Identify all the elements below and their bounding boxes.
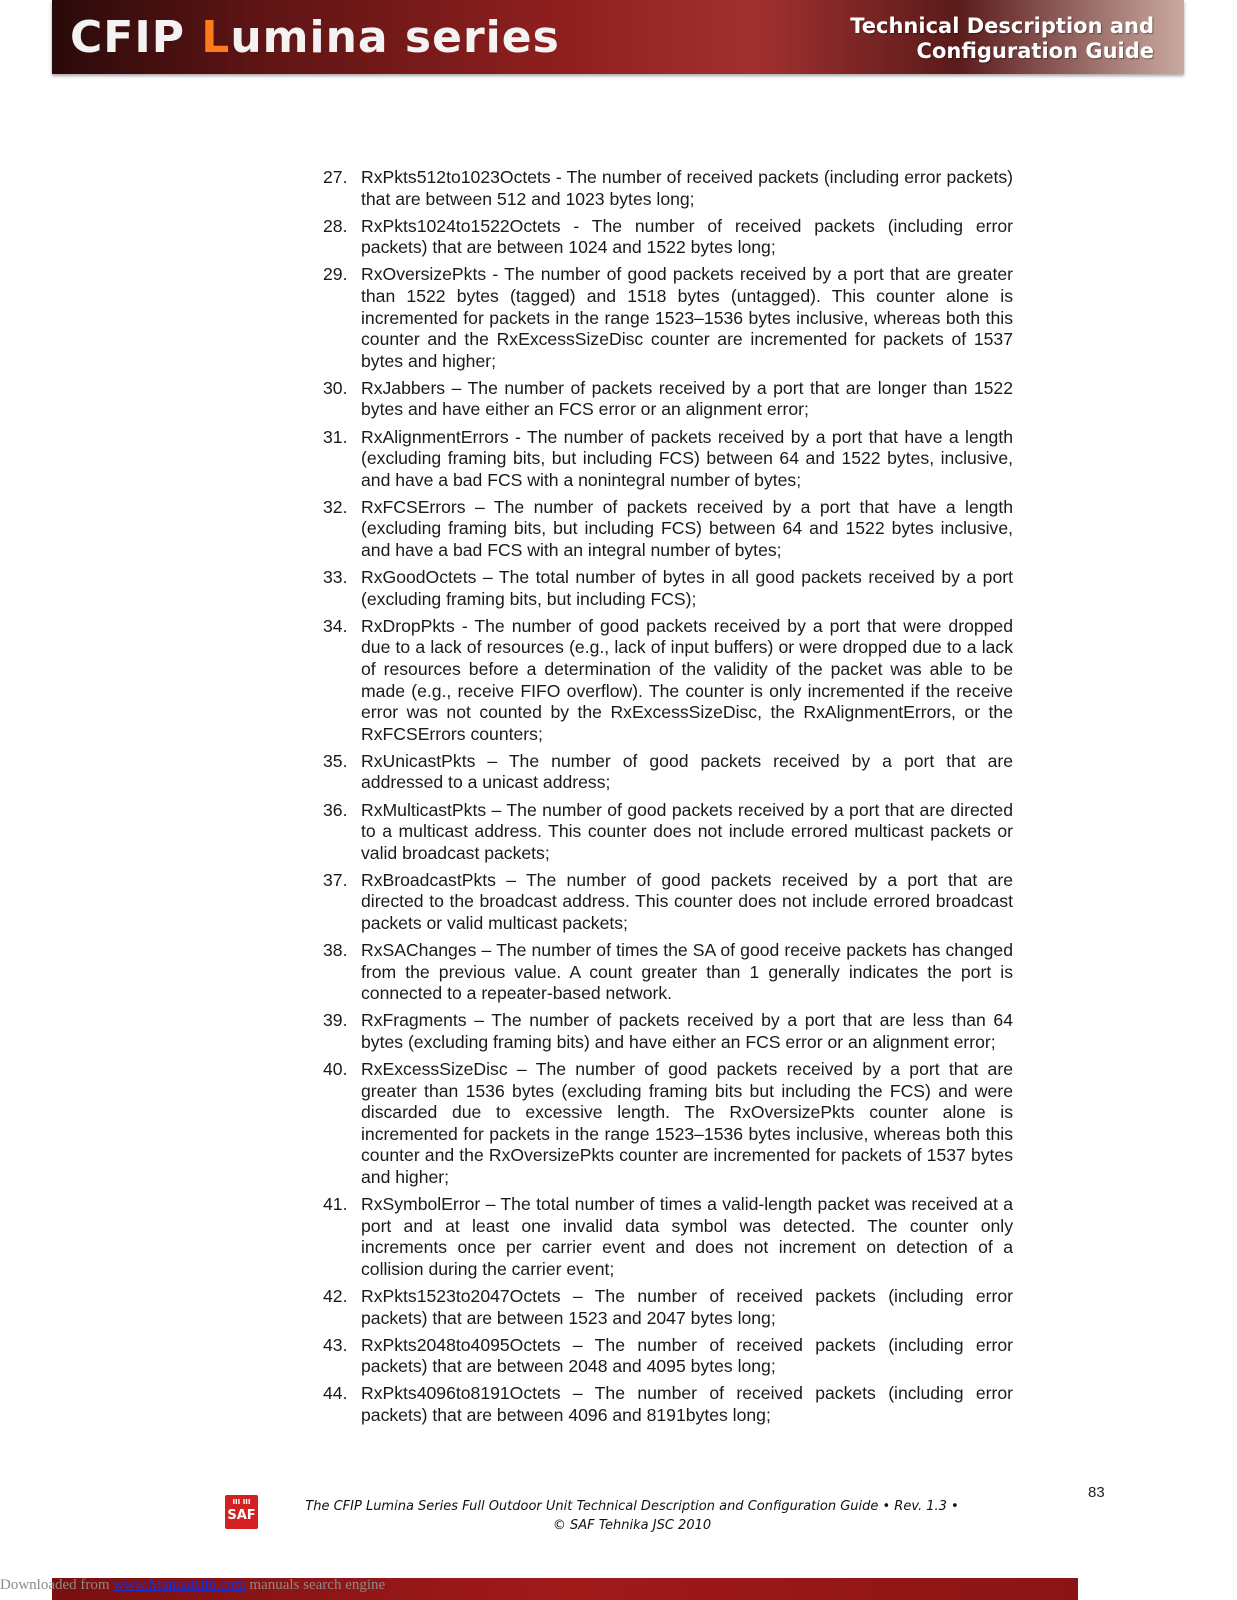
- saf-logo-text: SAF: [227, 1508, 256, 1523]
- list-item-text: RxUnicastPkts – The number of good packets received by a port that are addressed to a unicast address;: [361, 750, 1013, 793]
- download-note-prefix: Downloaded from: [0, 1577, 114, 1593]
- list-item-number: 43.: [323, 1334, 348, 1355]
- list-item: [323, 1286, 1013, 1329]
- list-item: [323, 1010, 1013, 1053]
- list-item-number: 38.: [323, 940, 348, 961]
- list-item-text: RxBroadcastPkts – The number of good packets received by a port that are directed to the broadcast address. This counter does not include errored broadcast packets or valid multicast packets;: [361, 869, 1013, 933]
- list-item: [323, 940, 1013, 1005]
- list-item-text: RxAlignmentErrors - The number of packets received by a port that have a length (excluding framing bits, but including FCS) between 64 and 1522 bytes, inclusive, and have a bad FCS with a nonintegral number of bytes;: [361, 426, 1013, 490]
- list-item-number: 33.: [323, 567, 348, 588]
- list-item-number: 37.: [323, 869, 348, 890]
- list-item: [323, 1383, 1013, 1426]
- list-item: [323, 751, 1013, 794]
- footer-line1: The CFIP Lumina Series Full Outdoor Unit Technical Description and Configuration Guide • Rev. 1.3 •: [305, 1499, 959, 1514]
- list-item: [323, 800, 1013, 865]
- list-item-number: 40.: [323, 1059, 348, 1080]
- list-item-text: RxFragments – The number of packets received by a port that are less than 64 bytes (excluding framing bits) and have either an FCS error or an alignment error;: [361, 1010, 1013, 1052]
- list-item-number: 29.: [323, 264, 348, 285]
- list-item-number: 35.: [323, 750, 348, 771]
- logo-rest: umina series: [230, 12, 560, 63]
- list-item: [323, 1335, 1013, 1378]
- manualslib-link[interactable]: www.Manualslib.com: [113, 1577, 246, 1593]
- list-item-text: RxFCSErrors – The number of packets received by a port that have a length (excluding framing bits, but including FCS) between 64 and 1522 bytes inclusive, and have a bad FCS with an integral number of bytes;: [361, 496, 1013, 560]
- list-item: [323, 870, 1013, 935]
- list-item-text: RxExcessSizeDisc – The number of good packets received by a port that are greater than 1536 bytes (excluding framing bits but including the FCS) and were discarded due to excessive length. The RxOversizePkts counter alone is incremented for packets in the range 1523–1536 bytes inclusive, whereas both this counter and the RxOversizePkts counter are incremented for packets of 1537 bytes and higher;: [361, 1059, 1013, 1188]
- counter-definitions-list: [323, 167, 1013, 1432]
- footer-line2: © SAF Tehnika JSC 2010: [552, 1518, 712, 1533]
- list-item-text: RxSymbolError – The total number of times a valid-length packet was received at a port and at least one invalid data symbol was detected. The counter only increments once per carrier event and does not increment on detection of a collision during the carrier event;: [361, 1194, 1013, 1279]
- list-item-text: RxPkts1523to2047Octets – The number of received packets (including error packets) that are between 1523 and 2047 bytes long;: [361, 1286, 1013, 1328]
- logo-main: CFIP: [70, 12, 202, 63]
- list-item-number: 44.: [323, 1383, 348, 1404]
- list-item-number: 32.: [323, 496, 348, 517]
- page-number: 83: [1088, 1484, 1105, 1501]
- list-item-text: RxJabbers – The number of packets received by a port that are longer than 1522 bytes and have either an FCS error or an alignment error;: [361, 377, 1013, 420]
- list-item: [323, 378, 1013, 421]
- list-item-number: 36.: [323, 799, 348, 820]
- list-item-number: 27.: [323, 167, 348, 187]
- footer-text: [262, 1497, 1002, 1535]
- list-item-number: 30.: [323, 377, 348, 398]
- list-item-text: RxGoodOctets – The total number of bytes in all good packets received by a port (excluding framing bits, but including FCS);: [361, 567, 1013, 609]
- list-item-text: RxPkts2048to4095Octets – The number of received packets (including error packets) that are between 2048 and 4095 bytes long;: [361, 1334, 1013, 1377]
- list-item: [323, 167, 1013, 210]
- list-item-number: 39.: [323, 1010, 348, 1031]
- list-item: [323, 264, 1013, 372]
- download-note-suffix: manuals search engine: [245, 1577, 386, 1593]
- list-item: [323, 497, 1013, 562]
- list-item-text: RxMulticastPkts – The number of good packets received by a port that are directed to a multicast address. This counter does not include errored multicast packets or valid broadcast packets;: [361, 799, 1013, 863]
- list-item-text: RxSAChanges – The number of times the SA of good receive packets has changed from the previous value. A count greater than 1 generally indicates the port is connected to a repeater-based network.: [361, 940, 1013, 1004]
- list-item-text: RxPkts512to1023Octets - The number of received packets (including error packets) that are between 512 and 1023 bytes long;: [361, 167, 1013, 209]
- list-item-text: RxDropPkts - The number of good packets received by a port that were dropped due to a lack of resources (e.g., lack of input buffers) or were dropped due to a lack of resources before a determination of the validity of the packet was able to be made (e.g., receive FIFO overflow). The counter is only incremented if the receive error was not counted by the RxExcessSizeDisc, the RxAlignmentErrors, or the RxFCSErrors counters;: [361, 615, 1013, 744]
- list-item-text: RxPkts1024to1522Octets - The number of received packets (including error packets) that are between 1024 and 1522 bytes long;: [361, 215, 1013, 258]
- list-item-text: RxPkts4096to8191Octets – The number of received packets (including error packets) that are between 4096 and 8191bytes long;: [361, 1383, 1013, 1425]
- header-banner: [52, 0, 1184, 74]
- guide-title: [850, 14, 1154, 64]
- list-item-text: RxOversizePkts - The number of good packets received by a port that are greater than 1522 bytes (tagged) and 1518 bytes (untagged). This counter alone is incremented for packets in the range 1523–1536 bytes inclusive, whereas both this counter and the RxExcessSizeDisc counter are incremented for packets of 1537 bytes and higher;: [361, 264, 1013, 371]
- download-note: [0, 1577, 385, 1594]
- guide-title-line1: Technical Description and: [850, 14, 1154, 38]
- list-item: [323, 427, 1013, 492]
- list-item: [323, 1194, 1013, 1280]
- cfip-lumina-logo: [70, 12, 560, 63]
- list-item-number: 31.: [323, 426, 348, 447]
- guide-title-line2: Configuration Guide: [916, 39, 1154, 63]
- list-item-number: 28.: [323, 215, 348, 236]
- list-item-number: 42.: [323, 1286, 348, 1306]
- saf-logo-dots: III III: [232, 1498, 251, 1506]
- list-item-number: 34.: [323, 615, 348, 636]
- saf-logo: [225, 1495, 258, 1529]
- list-item: [323, 1059, 1013, 1189]
- list-item-number: 41.: [323, 1194, 348, 1215]
- list-item: [323, 216, 1013, 259]
- list-item: [323, 616, 1013, 746]
- list-item: [323, 567, 1013, 610]
- logo-accent: L: [201, 12, 231, 63]
